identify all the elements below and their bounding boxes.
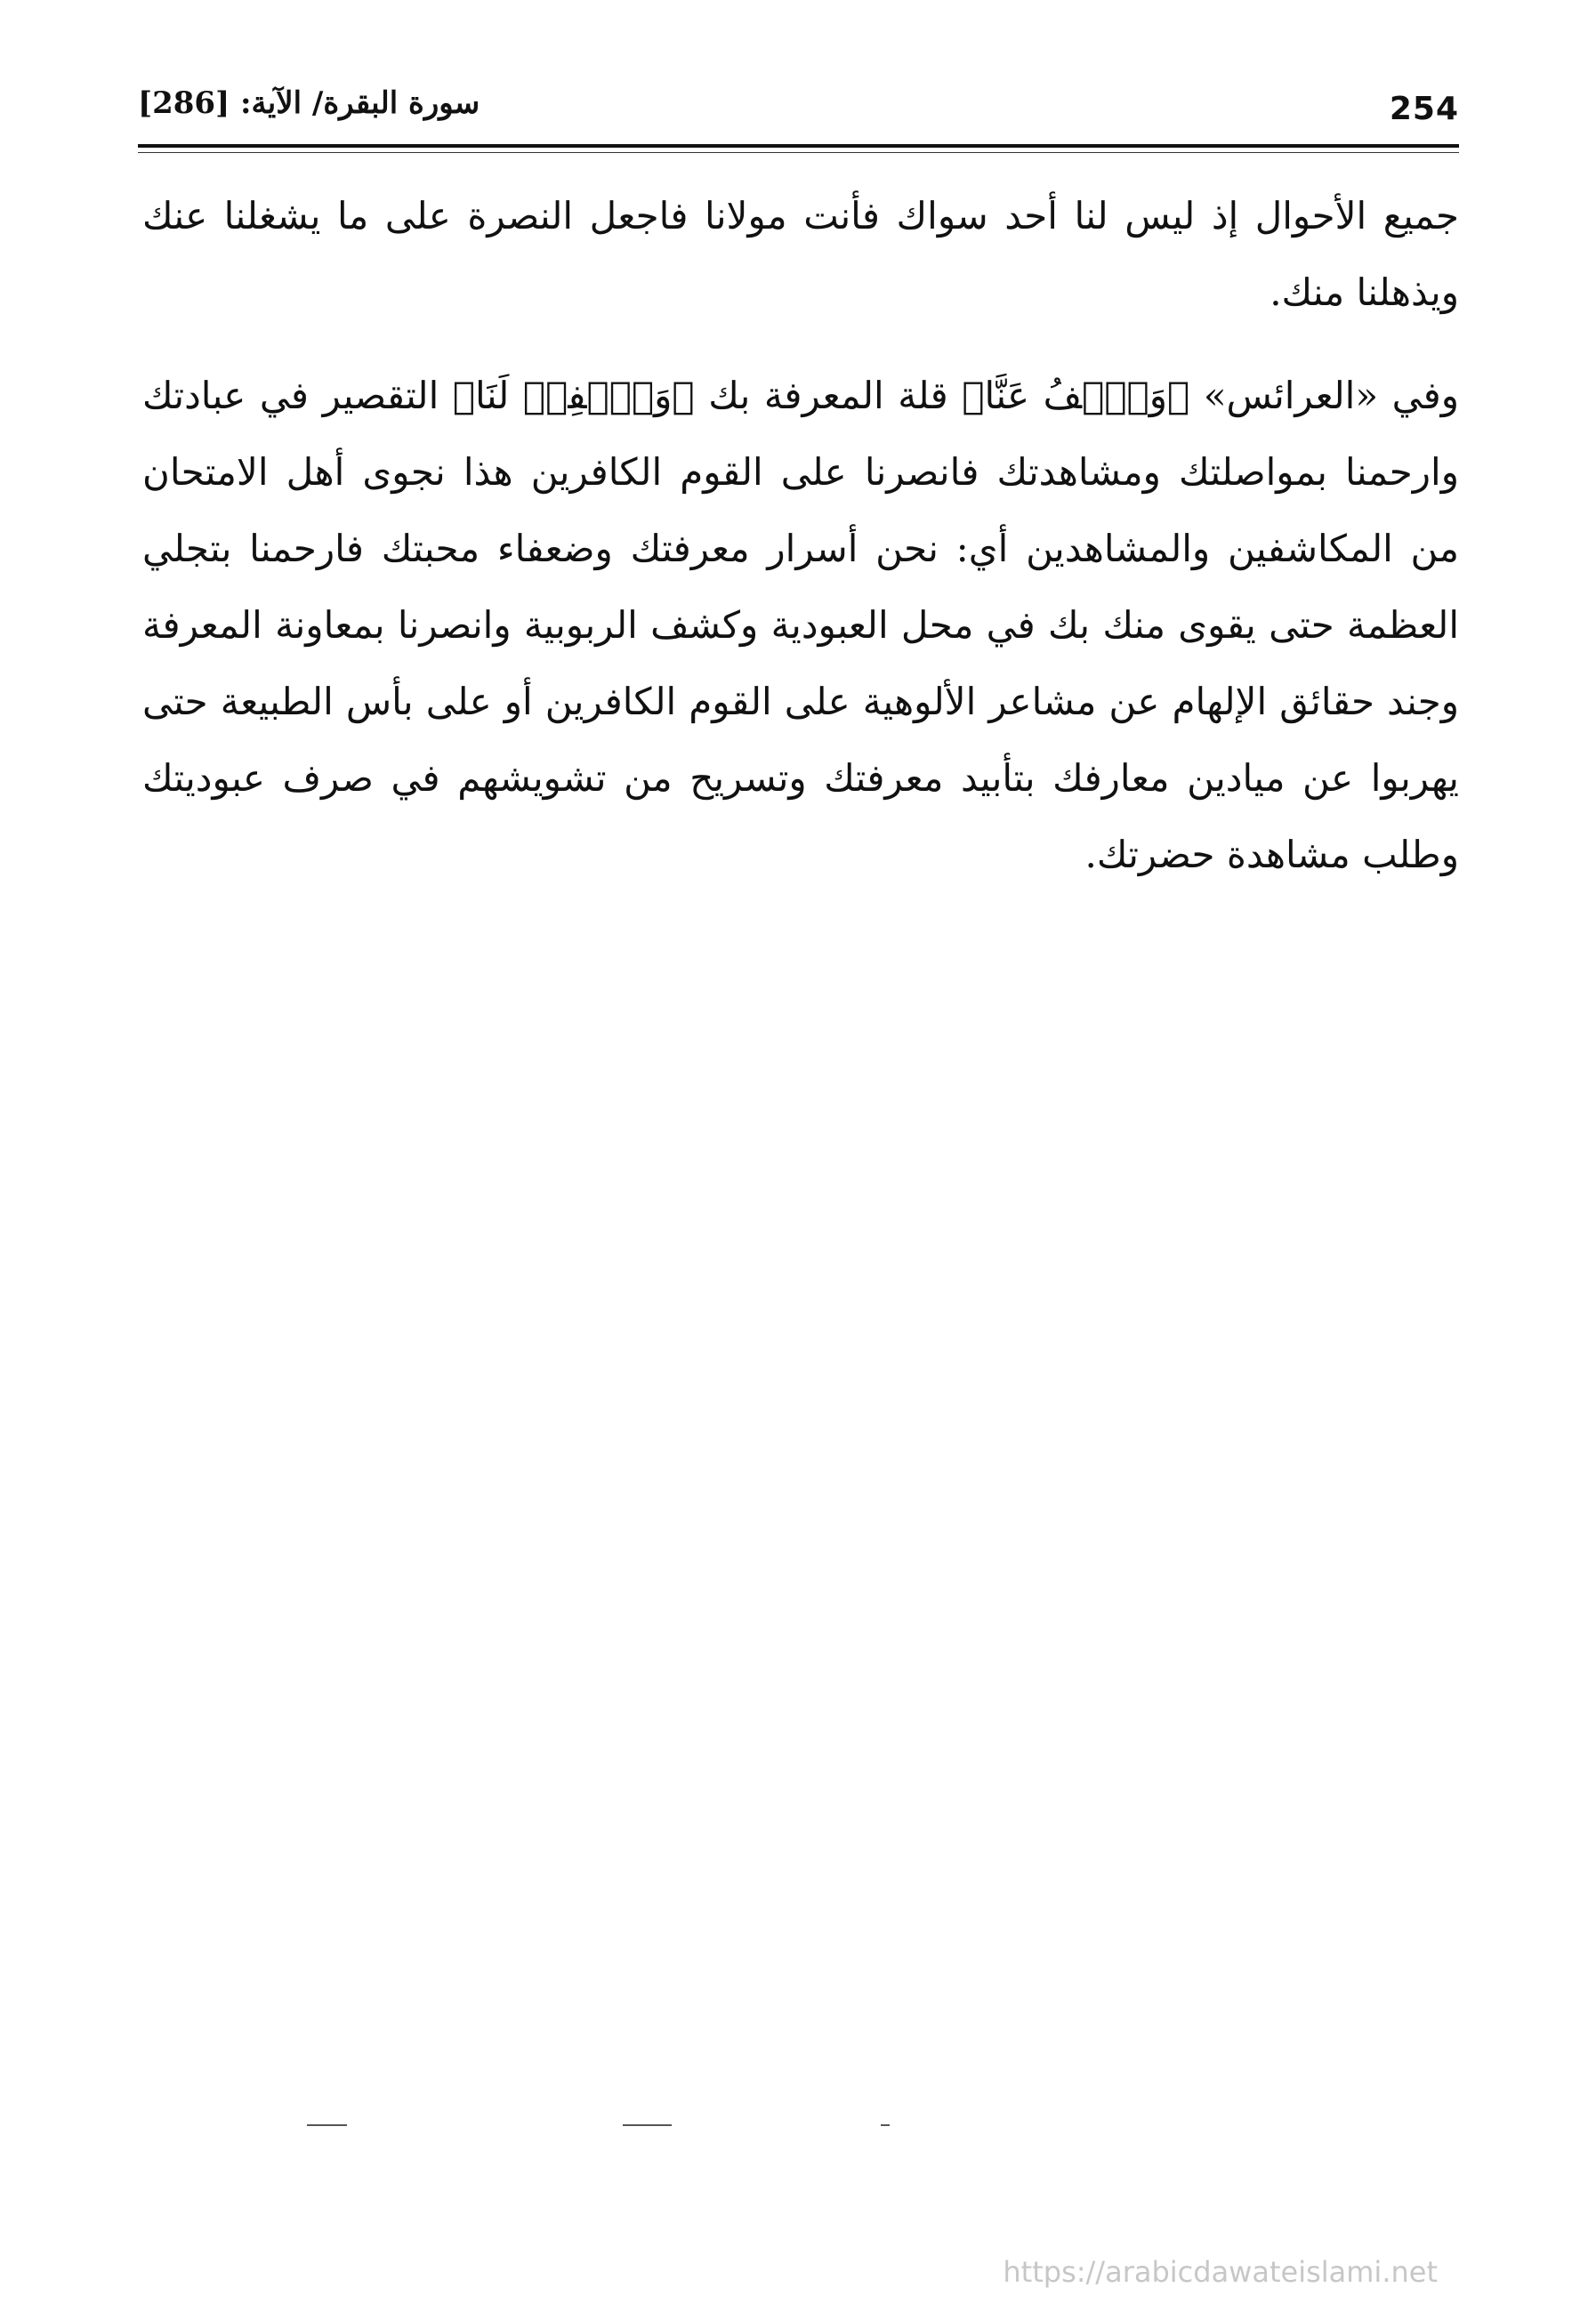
- running-head: سورة البقرة/ الآية: [286]: [138, 85, 480, 121]
- scan-mark: [623, 2124, 672, 2126]
- header-rule-thin: [138, 152, 1459, 153]
- watermark-url: https://arabicdawateislami.net: [1003, 2255, 1438, 2289]
- header-rule: [138, 144, 1459, 148]
- scan-mark: [307, 2124, 347, 2126]
- paragraph-2: وفي «العرائس» ﴿وَٱعۡفُ عَنَّا﴾ قلة المعرفة بك ﴿وَٱغۡفِرۡ لَنَا﴾ التقصير في عبادتك وارحمنا بمواصلتك ومشاهدتك فانصرنا على القوم الكافرين هذا نجوى أهل الامتحان من المكاشفين والمشاهدين أي: نحن أسرار معرفتك وضعفاء محبتك فارحمنا بتجلي العظمة حتى يقوى منك بك في محل العبودية وكشف الربوبية وانصرنا بمعاونة المعرفة وجند حقائق الإلهام عن مشاعر الألوهية على القوم الكافرين أو على بأس الطبيعة حتى يهربوا عن ميادين معارفك بتأبيد معرفتك وتسريح من تشويشهم في صرف عبوديتك وطلب مشاهدة حضرتك.: [142, 374, 1459, 876]
- paragraph-1: جميع الأحوال إذ ليس لنا أحد سواك فأنت مولانا فاجعل النصرة على ما يشغلنا عنك ويذهلنا منك.: [142, 194, 1459, 314]
- page-number: 254: [1389, 91, 1459, 127]
- scan-mark: [881, 2124, 890, 2126]
- body-text: [142, 178, 1459, 920]
- footer-scan-marks: [0, 2124, 1596, 2130]
- page-header: [138, 80, 1459, 142]
